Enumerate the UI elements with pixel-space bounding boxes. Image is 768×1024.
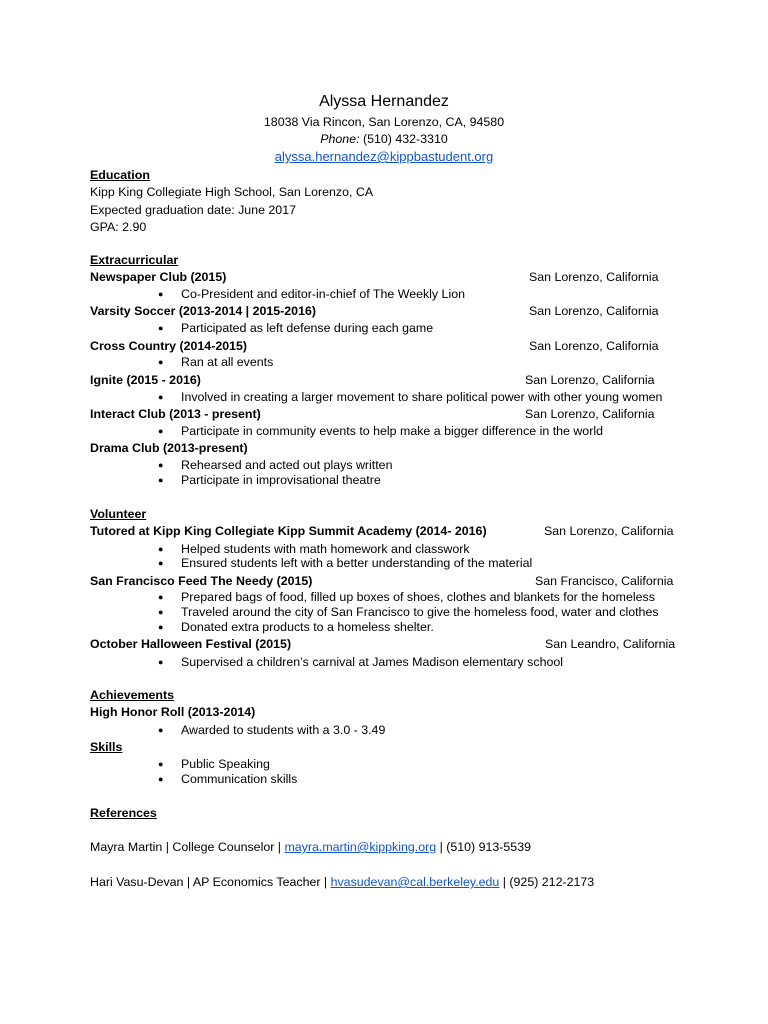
extracurricular-location: San Lorenzo, California (525, 373, 655, 387)
list-item-text: Prepared bags of food, filled up boxes of shoes, clothes and blankets for the homeless (181, 590, 655, 604)
bullet-icon: ● (158, 774, 164, 784)
reference-line (90, 839, 531, 855)
list-item (158, 457, 393, 473)
list-item (158, 472, 381, 488)
reference-line (90, 874, 594, 890)
bullet-icon: ● (158, 426, 164, 436)
phone-number: (510) 432-3310 (359, 132, 448, 146)
volunteer-title: October Halloween Festival (2015) (90, 637, 292, 651)
education-gpa: GPA: 2.90 (90, 220, 147, 234)
email-link[interactable]: alyssa.hernandez@kippbastudent.org (274, 149, 494, 164)
achievement-title: High Honor Roll (2013-2014) (90, 705, 256, 719)
list-item-text: Helped students with math homework and classwork (181, 542, 470, 556)
list-item-text: Participate in community events to help make a bigger difference in the world (181, 424, 603, 438)
list-item (158, 589, 655, 605)
list-item-text: Donated extra products to a homeless shelter. (181, 620, 434, 634)
extracurricular-title: Varsity Soccer (2013-2014 | 2015-2016) (90, 304, 316, 318)
volunteer-location: San Leandro, California (545, 637, 676, 651)
achievements-heading: Achievements (90, 688, 175, 702)
list-item (158, 604, 659, 620)
list-item (158, 756, 270, 772)
skills-heading: Skills (90, 740, 123, 754)
bullet-icon: ● (158, 725, 164, 735)
bullet-icon: ● (158, 622, 164, 632)
bullet-icon: ● (158, 392, 164, 402)
reference-email-link[interactable]: hvasudevan@cal.berkeley.edu (330, 875, 500, 889)
email-line (0, 149, 768, 165)
volunteer-title: San Francisco Feed The Needy (2015) (90, 574, 313, 588)
extracurricular-title: Ignite (2015 - 2016) (90, 373, 201, 387)
bullet-icon: ● (158, 558, 164, 568)
education-heading: Education (90, 168, 150, 182)
extracurricular-heading: Extracurricular (90, 253, 179, 267)
list-item (158, 320, 434, 336)
volunteer-title: Tutored at Kipp King Collegiate Kipp Summit Academy (2014- 2016) (90, 524, 487, 538)
reference-email-link[interactable]: mayra.martin@kippking.org (284, 840, 437, 854)
list-item (158, 722, 386, 738)
list-item-text: Co-President and editor-in-chief of The Weekly Lion (181, 287, 465, 301)
list-item-text: Supervised a children’s carnival at James Madison elementary school (181, 655, 564, 669)
bullet-icon: ● (158, 607, 164, 617)
candidate-name: Alyssa Hernandez (319, 93, 449, 110)
education-school: Kipp King Collegiate High School, San Lorenzo, CA (90, 185, 374, 199)
list-item-text: Ran at all events (181, 355, 274, 369)
phone-line (0, 131, 768, 147)
extracurricular-location: San Lorenzo, California (529, 304, 659, 318)
bullet-icon: ● (158, 592, 164, 602)
bullet-icon: ● (158, 759, 164, 769)
list-item-text: Communication skills (181, 772, 298, 786)
extracurricular-location: San Lorenzo, California (529, 339, 659, 353)
list-item-text: Public Speaking (181, 757, 270, 771)
list-item-text: Participate in improvisational theatre (181, 473, 381, 487)
extracurricular-title: Interact Club (2013 - present) (90, 407, 261, 421)
volunteer-location: San Francisco, California (535, 574, 674, 588)
list-item (158, 389, 663, 405)
bullet-icon: ● (158, 289, 164, 299)
list-item-text: Rehearsed and acted out plays written (181, 458, 393, 472)
extracurricular-location: San Lorenzo, California (529, 270, 659, 284)
list-item (158, 771, 298, 787)
reference-text: Mayra Martin | College Counselor | (90, 840, 285, 854)
list-item (158, 286, 465, 302)
volunteer-heading: Volunteer (90, 507, 147, 521)
list-item (158, 619, 434, 635)
list-item (158, 555, 533, 571)
references-heading: References (90, 806, 157, 820)
reference-text: Hari Vasu-Devan | AP Economics Teacher | (90, 875, 331, 889)
phone-label: Phone: (320, 132, 360, 146)
extracurricular-title: Newspaper Club (2015) (90, 270, 227, 284)
list-item (158, 354, 274, 370)
volunteer-location: San Lorenzo, California (544, 524, 674, 538)
extracurricular-location: San Lorenzo, California (525, 407, 655, 421)
bullet-icon: ● (158, 544, 164, 554)
list-item (158, 654, 564, 670)
bullet-icon: ● (158, 357, 164, 367)
list-item-text: Participated as left defense during each game (181, 321, 434, 335)
list-item-text: Involved in creating a larger movement to share political power with other young women (181, 390, 663, 404)
bullet-icon: ● (158, 460, 164, 470)
bullet-icon: ● (158, 657, 164, 667)
bullet-icon: ● (158, 323, 164, 333)
list-item (158, 423, 603, 439)
list-item-text: Traveled around the city of San Francisco to give the homeless food, water and clothes (181, 605, 659, 619)
extracurricular-title: Cross Country (2014-2015) (90, 339, 248, 353)
bullet-icon: ● (158, 475, 164, 485)
extracurricular-title: Drama Club (2013-present) (90, 441, 248, 455)
education-graduation: Expected graduation date: June 2017 (90, 203, 296, 217)
reference-phone: | (510) 913-5539 (436, 840, 531, 854)
list-item-text: Ensured students left with a better understanding of the material (181, 556, 533, 570)
address: 18038 Via Rincon, San Lorenzo, CA, 94580 (263, 115, 505, 129)
list-item-text: Awarded to students with a 3.0 - 3.49 (181, 723, 386, 737)
reference-phone: | (925) 212-2173 (499, 875, 595, 889)
